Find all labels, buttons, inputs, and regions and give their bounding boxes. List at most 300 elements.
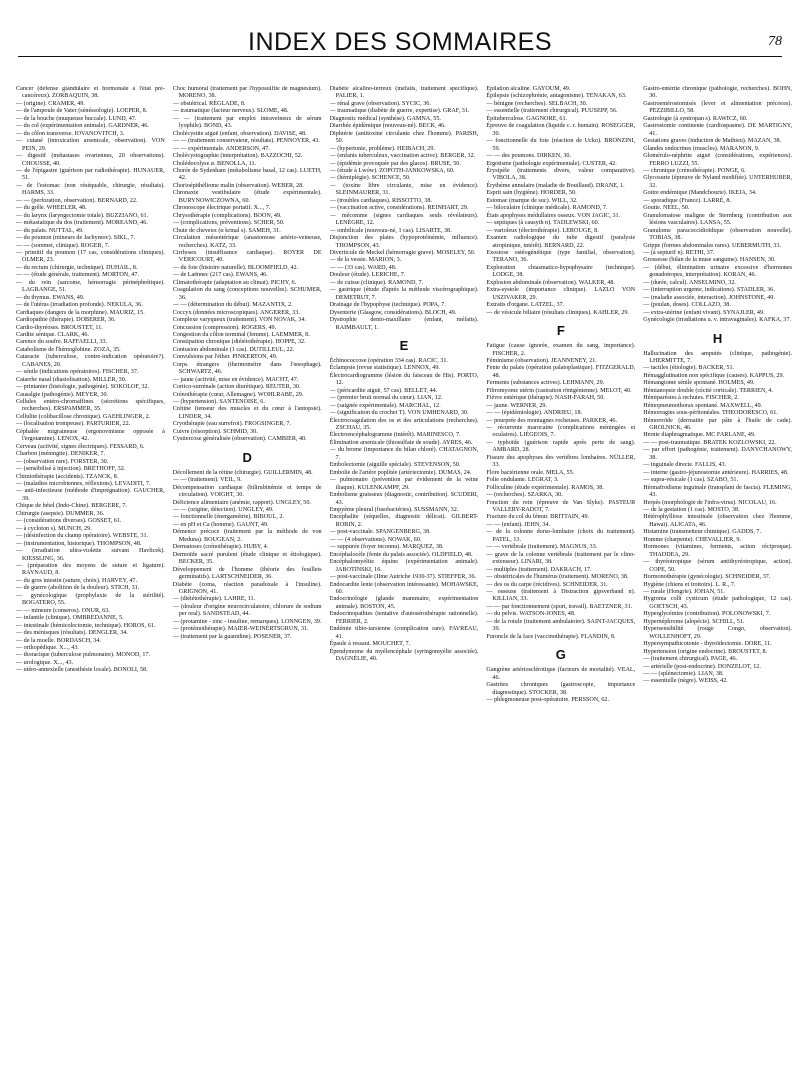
index-entry: Granulomatose maligne de Sternberg (contribution aux lésions vasculaires). LANSA, 55. (643, 212, 792, 227)
index-entry: Diagnostic médical (synthèse). GAMNA, 55. (329, 115, 441, 122)
index-entry: — — (détermination du début). MAZANTIX, 2. (172, 302, 293, 309)
index-entry: Cerveau (activité, signes électriques). FESSARD, 6. (16, 443, 145, 450)
index-entry: — de vésicule biliaire (résultats cliniques). KAHLER, 29. (486, 309, 629, 316)
index-column-1 (16, 86, 165, 1068)
index-entry: — de l'épigastre (guérison par radiothérapie). HUNAUER, 51. (16, 167, 165, 182)
index-entry: Causalgie (pathogénie). MEYER, 30. (16, 391, 109, 398)
index-entry: — (sensibilisé à injection). BRETHOFF, 32. (16, 466, 126, 473)
index-entry: Cystiercose généralisée (observation). CAMBIER, 40. (172, 436, 307, 443)
index-entry: Ferments (substances actives). LEHMANN, 29. (486, 380, 605, 387)
index-entry: — (protamine - zinc - insuline, remarques). LONNGEN, 39. (172, 618, 322, 625)
index-entry: Exploration chiasmatico-hypophysaire (technique). LODGE, 38. (486, 264, 636, 279)
index-entry: — (complications, préventions). SCHER, 50. (172, 220, 285, 227)
index-entry: Chirurgie (asepsie). DUMMER, 36. (16, 510, 105, 517)
index-entry: Hypernéphrome (alopécie). SCHILL, 51. (643, 618, 745, 625)
index-entry: Gastroentérostomisés (lever et alimentation précoces). PEZZIBILLO, 58. (643, 100, 792, 115)
section-letter: E (399, 337, 409, 353)
index-entry: Encéphalocèle (fente du palais associée). OLDFIELD, 48. (329, 551, 473, 558)
index-entry: Hypersympathicotonie - thyroïdectomie. DORE, 11. (643, 641, 772, 648)
index-entry: Cardiopathie (thérapie). DOBERER, 36. (16, 317, 116, 324)
index-entry: — du pelvis. WATSON-JONES, 48. (486, 611, 576, 618)
index-entry: — gynécologique (prophylaxie de la stérilité). BOGATERO, 55. (16, 592, 165, 607)
index-entry: — (à septurif n). RETHI, 37. (643, 249, 715, 256)
index-entry: Cellulite (colibacillose chronique). GAEHLINGER, 2. (16, 413, 151, 420)
index-entry: Chorioépithéliome malin (observation). WEBER, 28. (172, 182, 304, 189)
index-entry: — — (origine, détection). UNGLEY, 49. (172, 507, 274, 514)
index-entry: Cancer (défense glandulaire et hormonale à l'état pré-cancéreux). ZORBAQUIN, 38. (16, 86, 165, 100)
index-entry: Concussion (compression). ROGERS, 49. (172, 324, 277, 331)
index-entry: — de la gestation (1 cas). MOSTO, 38. (643, 507, 740, 514)
index-entry: — du brome (importance du bilan chloré). CHATAGNON, 7. (329, 447, 479, 461)
page-header (18, 26, 782, 57)
index-entry: Hygroma colli cysticum (étude pathologique, 12 cas). GOETSCH, 43. (643, 596, 792, 610)
index-entry: Cortico-surrénale (action diurétique). REUTER, 30. (172, 384, 301, 391)
index-entry: — (vaccination active, considérations). REINHART, 29. (329, 205, 469, 212)
index-entry: — en pH et Ca (homme). GAUNT, 49. (172, 521, 269, 528)
index-entry: Estomac (marque de suc). WILL, 32. (486, 197, 578, 204)
index-entry: Décompensation cardiaque (bilirubinémie et temps de circulation). VOIGHT, 30. (172, 484, 322, 499)
index-entry: Cataracte (tuberculose, contre-indication opératoire?). CABANES, 20. (16, 354, 165, 368)
index-entry: — artérielle (post-endocrine). DONZELOT, 12. (643, 663, 761, 670)
index-entry: Épituberculose. GAGNORE, 61. (486, 115, 568, 122)
index-column-5 (643, 86, 792, 1068)
index-entry: Disjonction des plaies (hypoprotéinémie, influence). THOMPSON, 43. (329, 235, 479, 249)
index-entry: Diarrhée épidémique (nouveau-né). BECK, 46. (329, 123, 446, 130)
index-entry: Ergotisme (pathologie expérimentale). CUSTER, 42. (486, 160, 617, 167)
index-entry: — — vertébrale (traitement). MAGNUS, 33. (486, 544, 598, 551)
section-letter: H (712, 330, 723, 346)
index-entry: — (hypertonie, problème). HEIBACH, 29. (329, 145, 435, 152)
index-entry: Dermoïde sacré purulent (étude clinique et étiologique). BECKER, 35. (172, 551, 322, 566)
index-entry: Climatothérapie (adaptation au climat). PICHY, 6. (172, 279, 297, 286)
index-entry: Complexe varyqueux (traitement). VON NOVAK, 34. (172, 317, 306, 324)
index-entry: Embolectomie (aiguille spéciale). STEVENSON, 50. (329, 462, 461, 469)
index-entry: — (localisation trompeuse). PARTURIER, 22. (16, 421, 131, 428)
index-entry: — (toxine libre circulante, mise en évidence). SLEINMAURER, 31. (329, 182, 479, 197)
index-entry: — du col (expérimentation animale). GARDNER, 46. (16, 123, 149, 130)
index-entry: Diabète alcalino-terreux (méfaits, traitement spécifique). PALIER, 1. (329, 86, 479, 100)
page-number: 78 (768, 34, 782, 49)
index-entry: — — expérimentale. ANDERSON, 47. (172, 145, 270, 152)
index-entry: Hémagglutination non spécifique (causes). KAPPUS, 29. (643, 372, 785, 379)
index-entry: Gastro-entérite chronique (pathologie, recherches). BOHN, 30. (643, 86, 792, 100)
index-entry: — du thymus. EWANS, 49. (16, 294, 85, 301)
index-entry: — du rectum (chirurgie, technique). DUHAIL, 8. (16, 264, 138, 271)
index-entry: — traumatique (facteur nerveux). SLOME, 48. (172, 108, 289, 115)
index-entry: — (maladies microbiennes, réflexions). LEVADITI, 7. (16, 481, 151, 488)
index-entry: — jaune (activité, mise en évidence). MACHT, 47. (172, 376, 299, 383)
index-entry: Drainage de l'hypophyse (technique). POPA, 7. (329, 302, 446, 309)
index-entry: Gestations graves (induction de Mathieu). MAZAN, 38. (643, 138, 782, 145)
index-entry: — (poulan, doses). COLLAZO, 38. (643, 302, 731, 309)
index-entry: Homme (charpente). CHEVALLIER, 9. (643, 536, 741, 543)
index-entry: Érythème annulaire (maladie de Bouillaud). DRANE, 1. (486, 182, 625, 189)
page-title: INDEX DES SOMMAIRES (248, 28, 552, 56)
index-entry: — multiples (traitement). DAKRACH, 17. (486, 566, 592, 573)
index-entry: Hémiparésies à rechutes. FISCHER, 2. (643, 395, 739, 402)
index-entry: — du gros intestin (suture, choix). HARVEY, 47. (16, 577, 138, 584)
index-entry: Hyperglycémies (contribution). POLONOWSKI, 7. (643, 611, 771, 618)
index-entry: Flore bactérienne orale. MELA, 55. (486, 469, 575, 476)
index-entry: — (début, élimination urinaire excessive d'hormones gonadotropes, interprétation). KORAN, 46. (643, 264, 792, 279)
index-entry: — (désinfection du champ opératoire). WEBSTE, 31. (16, 533, 149, 540)
index-entry: Glandes endocrines (muscles). MARANON, 9. (643, 145, 760, 152)
index-entry: — mécomme (signes cardiaques seuls révélateurs). LENÈGRE, 12. (329, 212, 479, 227)
index-entry: Hémianopsie double (cécité corticale). TERRIEN, 4. (643, 387, 774, 394)
index-entry: — (premier bruit normal du cœur). LIAN, 12. (329, 395, 443, 402)
index-entry: Érysipèle (traitements divers, valeur comparative). VIBOLA, 38. (486, 167, 636, 182)
index-entry: Endocardite lente (observation intéressante). MOHAWSKE, 60. (329, 581, 479, 595)
index-entry: — — (33 cas). WARD, 48. (329, 264, 397, 271)
index-entry: — de l'ampoule de Vater (sénéssologie). LOEPER, 8. (16, 108, 148, 115)
index-entry: — (hypertension). SANTENOISE, 6. (172, 399, 265, 406)
index-entry: Épendymome du myélencéphale (syringomyélie associée). DAGNÉLIE, 40. (329, 648, 479, 663)
index-entry: Extra-systole (importance clinique). LAZLO VON USZIVAKER, 29. (486, 287, 636, 301)
index-entry: Gastrostomie continente (cardiospasme). DE MARTIGNY, 41. (643, 123, 792, 137)
index-entry: — biloculaire (clinique médicale). RAMOND, 7. (486, 205, 608, 212)
index-entry: — — post-traumatique. BRATEK KOZLOWSKI, 22. (643, 439, 776, 446)
index-entry: Diphtérie (antitoxine circulante chez l'homme). PARISH, 50. (329, 130, 479, 145)
index-entry: Cardite sénique. CLARK, 46. (16, 331, 89, 338)
index-entry: Catabolisme de l'hémoglobine. ZOZA, 35. (16, 346, 121, 353)
index-entry: — (observation rare). FORSTER, 30. (16, 458, 109, 465)
index-entry: — — (étude générale, traitement). MORTON, 47. (16, 272, 139, 279)
index-entry: — varioleux (électrothérapie). LEROUGE, 8. (486, 227, 599, 234)
index-entry: — du grêle. WHEELER, 48. (16, 205, 87, 212)
index-entry: Gangrène artériosclérotique (facteurs de mortalité). VEAL, 46. (486, 667, 636, 681)
index-entry: — — (perforation, observation). BERNARD, 22. (16, 197, 138, 204)
index-entry: Fente du palais (opération palatoplastique). FITZGERALD, 48. (486, 365, 636, 379)
index-entry: — rurale (Hongrie). JOHAN, 51. (643, 589, 725, 595)
index-entry: Carence du soufre. RAFFAELLI, 33. (16, 339, 108, 346)
index-entry: — (instrumentation, historique). THOMPSON, 48. (16, 540, 142, 547)
index-entry: — anti-infectieuse (méthode d'imprégnation). GAUCHER, 39. (16, 488, 165, 502)
index-entry: — tactiles (étiologie). BACKER, 51. (643, 365, 735, 372)
index-entry: Épaule à ressaut. MOUCHET, 7. (329, 641, 411, 648)
index-entry: — des os du carpe (récidives). SCHNEIDER, 31. (486, 581, 608, 588)
index-entry: — — (traitement conservateur, résultats). PENNOYER, 43. (172, 138, 320, 145)
index-entry: — supra-vésicale (1 cas). SZABO, 51. (643, 477, 739, 484)
index-entry: Hypersensibilité (rouge Congo, observation). WOLLENHOFT, 29. (643, 626, 792, 640)
index-entry: — — (traitement). VEIL, 9. (172, 477, 242, 484)
index-entry: — à cycloton s). MUNCH, 29. (16, 525, 92, 532)
index-entry: Endémie tibio-tarsienne (complication rare). FAVREAU, 41. (329, 626, 479, 640)
index-entry: Cholécystographie (interprétation). BAZZOCHI, 52. (172, 153, 303, 160)
index-entry: — de l'utérus (irradiation profonde). NEKULA, 36. (16, 302, 143, 309)
index-entry: Cardiaques (dangers de la morphine). MAURIZ, 15. (16, 309, 145, 316)
index-entry: Hygiène (chiens et trottoirs). L. R., 7. (643, 581, 736, 588)
index-column-2 (173, 86, 322, 1068)
index-entry: — — (épidémiologie). ANDRIEU, 18. (486, 410, 583, 417)
index-entry: — thoracique (tuberculose pulmonaire). MONOD, 17. (16, 652, 151, 659)
index-entry: Herpès (morphologie de l'infra-virus). NICOLAU, 16. (643, 499, 777, 506)
index-entry: — thyréotropique (sérum antithyréotropique, action). COPE, 50. (643, 559, 792, 573)
index-entry: — (origine). CRAMER, 49. (16, 100, 85, 107)
index-entry: Chronaxie vestibulaire (étude expérimentale). BURYNOWICZOWNA, 60. (172, 190, 322, 204)
index-entry: — — par fonctionnement (sport, travail). BAETZNER, 31. (486, 603, 633, 610)
index-entry: Électrocoagulation des os et des articulations (recherches). ZSCHAU, 35. (329, 417, 479, 432)
index-entry: Fracture du col du fémur. BRITTAIN, 49. (486, 514, 590, 521)
index-entry: — (saignée expérimentale). MARCHAL, 12. (329, 402, 441, 409)
index-entry: Fibromyome utérin (castration röntgénienne). MELOT, 40. (486, 387, 632, 394)
index-entry: — orthopédique. X..., 43. (16, 644, 79, 651)
index-entry: — grave de la colonne vertébrale (traitement par le clino-extenseur). LINARI, 38. (486, 551, 636, 566)
index-entry: Contusion abdominale (1 cas). DUTILLEUL, 22. (172, 346, 295, 353)
index-entry: Endocrinologie (glande mammaire, expérimentation animale). BOSTON, 45. (329, 596, 479, 610)
index-entry: — digestif (métastases ovariennes, 20 observations). CHOUSSE, 40. (16, 153, 165, 167)
index-entry: — métastatique du dos (traitement). MOREAND, 46. (16, 220, 148, 227)
index-entry: — — (splénectomie). LIAN, 38. (643, 670, 724, 677)
index-entry: Céphalée migraineuse (ergonovinisme opposée à l'ergotamine). LENOX, 42. (16, 428, 165, 443)
index-entry: — (diététothérapie). LAHRE, 11. (172, 596, 256, 603)
index-entry: — de Laënnec (217 cas). EWANS, 46. (172, 272, 268, 279)
index-entry: — fonctionnelle (énergamétrie). BIBOUL, 2. (172, 514, 285, 521)
index-entry: — (hémiplégie). SCHENCE, 50. (329, 175, 411, 182)
index-entry: Exostose ostéogénétique (type familial, observation). TERANO, 36. (486, 249, 636, 264)
index-entry: Démence précoce (traitement par la méthode de von Meduna). BOUGEAN, 2. (172, 529, 322, 543)
index-entry: États apophyses médullaires osseux. VON JAGIC, 31. (486, 212, 621, 219)
index-entry: — de la rotule (traitement ambulatoire). SAINT-JACQUES, 39. (486, 618, 636, 633)
index-entry: — traumatique (diabète de guerre, expertise). GRAF, 31. (329, 108, 470, 115)
index-entry: — pourprée des montagnes rocheuses. PARKER, 46. (486, 417, 617, 424)
index-entry: — inguinale directe. FALLIS, 43. (643, 462, 727, 469)
index-entry: — jaune. WERNER, 29. (486, 402, 547, 409)
index-entry: — (étude à Lwów). ZOPOTH-JANKOWSKA, 60. (329, 167, 455, 174)
index-entry: — fonctionnelle du foie (réaction de Ucko). BRONZINI, 59. (486, 138, 636, 152)
index-entry: — du foie (histoire naturelle). BLOOMFIELD, 42. (172, 264, 299, 271)
index-entry: Goitre endémique (Mandchourie). IKEJA, 34. (643, 190, 757, 197)
index-entry: — — (sommet, clinique). ROGER, 7. (16, 242, 110, 249)
index-entry: — (considérations diverses). GOSSET, 61. (16, 518, 122, 525)
index-entry: — (interruption urgente, indications). STADLER, 36. (643, 287, 775, 294)
index-entry: Hérmafrodisme inguinale (transplant de fascia). FLEMING, 43. (643, 484, 792, 499)
index-entry: Électroencéphalogramme (intérêt). MARINESCO, 7. (329, 432, 461, 439)
index-column-3 (330, 86, 479, 1068)
index-entry: Épilation alcaline. GAYOUM, 49. (486, 86, 571, 92)
index-entry: — rénal grave (observation). SYCIC, 36. (329, 100, 431, 107)
index-entry: Cryothérapie (eau surrefroi). FROGSINGER, 7. (172, 421, 291, 428)
index-entry: — de cuisse (clinique). RAMOND, 7. (329, 279, 424, 286)
index-entry: — septiques (à causyth n). TADLEWSKI, 60. (486, 220, 600, 227)
index-entry: — urologique. X..., 43. (16, 659, 74, 666)
index-entry: Gastrologie (à syntropan s). RAWICZ, 60. (643, 115, 748, 122)
index-entry: Diverticule de Meckel (hémorragie grave). MOSELEY, 50. (329, 249, 476, 256)
index-entry: Fièvre entérique (thérapie). NASH-FARAH, 50. (486, 395, 605, 402)
index-entry: — de guerre (abolition de la douleur). STICH, 31. (16, 585, 140, 592)
index-entry: Choc humoral (traitement par l'hyposulfite de magnésium). MORENO, 38. (172, 86, 322, 100)
index-entry: — osseuse (traitement à Distraction gipsverband n). KILLIAN, 33. (486, 589, 636, 603)
index-entry: Féminisme (observation). JEANNENEY, 21. (486, 357, 597, 364)
index-entry: — récurrente marocaine (complications méningées et oculaires). LIÉGEOIS, 7. (486, 425, 636, 439)
section-letter: F (556, 323, 565, 339)
index-entry: Fissure des apophyses des vertèbres lombaires. NÜLLER, 33. (486, 454, 636, 469)
index-entry: — par effort (pathogénie, traitement). DANYCHANOWY, 38. (643, 447, 792, 461)
index-entry: Hémorroïde (dermatite par pâte à l'huile de cade). GROLNICK, 46. (643, 417, 792, 432)
index-entry: — de la colonne dorso-lombaire (choix du traitement). PATEL, 13. (486, 529, 636, 543)
index-entry: Crénothérapie (cœur, Allemagne). WOHLRABE, 29. (172, 391, 304, 398)
index-entry: — typhoïde (guérison rapide après perte de sang). AMBARD, 28. (486, 439, 636, 454)
index-entry: Glomérulo-néphrite aiguë (considérations, expériences). FERRO LUZZI, 55. (643, 153, 792, 167)
index-entry: Électrocardiogramme (lésion du faisceau de His). PORTO, 12. (329, 372, 479, 387)
index-entry: — — (enfant). JEHN, 34. (486, 521, 551, 528)
index-entry: Granulome paracoccidioïdique (observation nouvelle). TOBIAS, 38. (643, 227, 792, 242)
index-entry: — bénigne (recherches). SELBACH, 30. (486, 100, 588, 107)
index-entry: Hypertension (origine endocrine). BROUSTET, 8. (643, 648, 768, 655)
index-entry: — (protéinothérapie). MAIER-WEINERTSGRUN, 31. (172, 626, 309, 633)
index-entry: — (troubles cardiaques). RISSOTTO, 38. (329, 197, 432, 204)
index-entry: — post-vaccinale (IIme Autriche 1930-37). STIEFFER, 36. (329, 574, 477, 581)
index-entry: — du rein (sarcome, hémorragie périnéphrétique). LAGRANGE, 51. (16, 279, 165, 294)
index-entry: Examen radiologique du tube digestif (paralysie atropinique, intérêt). BERNARD, 22. (486, 235, 636, 249)
index-entry: — (signification du crochet T). VON UMHENARD, 30. (329, 410, 469, 417)
index-entry: Charbon (méningite). DENIKER, 7. (16, 451, 106, 458)
index-entry: Diabète (coma, réaction paradoxale à l'insuline). GRIGNON, 41. (172, 581, 322, 595)
index-entry: — (durée, calcul). ANSELMINO, 32. (643, 279, 736, 286)
index-entry: Épilepsie (schizophrénie, antagonisme). TENAKAN, 63. (486, 93, 627, 100)
index-entry: — de la vessie. MARION, 3. (329, 257, 402, 264)
index-entry: — ombilicale (nouveau-né, 1 cas). LISARTE, 38. (329, 227, 452, 234)
index-entry: Encéphalomyélite équine (expérimentation animale). JABOTINSKI, 16. (329, 559, 479, 573)
index-entry: Chorée de Sydenham (métabolisme basal, 12 cas). LUETH, 42. (172, 167, 322, 182)
index-entry: — — mineure (conseros). ONUR, 63. (16, 607, 110, 614)
index-entry: — phlegmoneuse post-opératoire. PERSSON, 62. (486, 696, 610, 703)
index-entry: Cholécystite aiguë (enfant, observation). DAVISE, 48. (172, 130, 307, 137)
index-entry: Hernie diaphragmatique. MC FARLANE, 49. (643, 432, 756, 439)
index-entry: Hétérophylliose intestinale (observation chez l'homme, Hawaï). ALICATA, 46. (643, 514, 792, 528)
index-entry: Grippe (formes abdominales rares). UEBERMUTH, 33. (643, 242, 781, 249)
index-entry: Convulsions par l'éther. PINKERTON, 49. (172, 354, 278, 361)
index-entry: Chute de cheveux (α krinal s). SAMEH, 31. (172, 227, 281, 234)
index-entry: Explosion abdominale (observation). WALKER, 48. (486, 279, 616, 286)
index-entry: Cardio-thyréoses. BROUSTET, 11. (16, 324, 103, 331)
index-entry: — (préparation des moyens de suture et ligature). RAYNAUD, 8. (16, 563, 165, 577)
index-entry: Hémopneumothorax spontané. MAXWELL, 49. (643, 402, 763, 409)
index-entry: Constipation chronique (diététothérapie). HOPPE, 32. (172, 339, 306, 346)
index-entry: Congestion du côlon terminal (femme). LAEMMER, 8. (172, 331, 310, 338)
index-entry: Hallucination des amputés (clinique, pathogénie). LHERMITTE, 7. (643, 350, 792, 364)
index-entry: Douleur (étude). LERICHE, 7. (329, 272, 406, 279)
index-entry: Coagulation du sang (conceptions nouvelles). SCHUMER, 36. (172, 287, 322, 301)
index-entry: Dermatoses (crénothérapie). HUBY, 4. (172, 544, 269, 551)
index-entry: Épreuve de coagulation (liquide c. r. humain). ROSEGGER, 30. (486, 123, 636, 137)
index-entry: Fatigue (cause ignorée, examen du sang, importance). FISCHER, 2. (486, 343, 636, 357)
index-entry: — sporadique (France). LARRÉ, 8. (643, 197, 732, 204)
index-entry: Hémorragies sous-péritonéales. THEODORESCO, 61. (643, 410, 778, 417)
index-entry: Chronoscope électrique portatif. X..., 7. (172, 205, 271, 212)
index-entry: Hormones (vitamines, ferments, action réciproque). THADDEA, 29. (643, 544, 792, 558)
index-entry: — (péricardite aiguë, 57 cas). BELLET, 44. (329, 387, 438, 394)
index-entry: Circulation mésentérique (anastomose artério-veineuse, recherches). KATZ, 33. (172, 235, 322, 249)
index-entry: — chronique (crénothérapie). PONGE, 6. (643, 167, 746, 174)
index-entry: — des ménisques (résultats). DENGLER, 34. (16, 630, 128, 637)
index-entry: Chrysothérapie (complications). BOON, 49. (172, 212, 282, 219)
index-entry: — obstétricales de l'humérus (traitement). MORENO, 38. (486, 574, 629, 581)
index-entry: Élimination arsenicale (thiosulfate de soude). AYRES, 46. (329, 439, 473, 446)
index-entry: Folliculine (étude expérimentale). RAMOS, 38. (486, 484, 604, 491)
index-entry: Éclampsie (revue statistique). LENNOX, 49. (329, 365, 440, 372)
index-entry: Coccyx (données microscopiques). ANGERER, 33. (172, 309, 300, 316)
index-entry: — pulmonaire (prévention par évidement de la veine iliaque). KULENKAMPF, 29. (329, 477, 479, 491)
index-entry: Hormonothérapie (gynécologie). SCHNEIDER, 37. (643, 574, 771, 581)
index-entry: — gastrique (étude d'après la méthode viscérographique). DEMETRUT, 7. (329, 287, 479, 301)
index-entry: Gastrites chroniques (gastroscopie, importance diagnostique). STOCKER, 38. (486, 682, 636, 696)
section-letter: D (242, 449, 252, 465)
index-entry: — du côlon transverse. IOVANOVITCH, 3. (16, 130, 125, 137)
index-entry: Chique de bétel (Indo-Chine). BERGERE, 7. (16, 503, 127, 510)
index-entry: Cirrhoses (insuffisance cardiaque). ROYER DE VÉRICOURT, 40. (172, 249, 322, 264)
index-entry: — sénile (indications opératoires). FISCHER, 37. (16, 369, 139, 376)
index-entry: — extra-utérine (enfant vivant). SYNAJLER, 49. (643, 309, 765, 316)
index-entry: Décollement de la rétine (chirurgie). GUILLERMIN, 48. (172, 469, 313, 476)
index-entry: — du palais. NUTTAL, 49. (16, 227, 84, 234)
index-entry: — de la moelle. BORDASCH, 34. (16, 637, 101, 644)
index-entry: — infantile (clinique). OMBREDANNE, 5. (16, 615, 124, 622)
index-entry: Embolie de l'artère poplitée (artériectomie). DUMAS, 24. (329, 469, 472, 476)
index-entry: — de la bouche (muqueuse buccale). LUND, 47. (16, 115, 137, 122)
index-entry: Glycosurie (épreuve de Nyland modifiée). UNTERHUBER, 32. (643, 175, 792, 189)
index-entry: Dysenterie (Glasgow, considérations). BLOCH, 49. (329, 309, 457, 316)
index-entry: — obstétrical. RÉGLADE, 8. (172, 100, 246, 107)
index-entry: — (traitement chirurgical). PAGE, 46. (643, 656, 738, 663)
index-entry: Développement de l'homme (théorie des feuillets germinatifs). LARTSCHNEIDER, 36. (172, 566, 322, 581)
index-entry: — du poumon (mineurs de Jachymov). SIKL, 7. (16, 235, 136, 242)
index-entry: — — (4 observations). NOWAK, 60. (329, 536, 422, 543)
index-entry: — — des poumons. DIRKEN, 30. (486, 153, 571, 160)
index-entry: Chimiothérapie (accidents). TZANCK, 8. (16, 473, 119, 480)
index-entry: — suppurée (foyer inconnu). MARQUEZ, 38. (329, 544, 444, 551)
index-entry: Cellules entéro-chromaffines (sécrétions spécifiques, recherches). ERSPAMMER, 35. (16, 399, 165, 413)
index-entry: — du larynx (laryngectomie totale). BUZZIANO, 61. (16, 212, 149, 219)
index-entry: Cholédocolyse ø. BENOLLA, 11. (172, 160, 257, 167)
index-entry: — essentielle (traitement chirurgical). PUUSEPP, 56. (486, 108, 618, 115)
index-entry: — primitif du poumon (17 cas, considérations cliniques). OLMER, 23. (16, 249, 165, 264)
index-entry: Cuivre (résorption). SCHMID, 30. (172, 428, 258, 435)
index-entry: — de l'estomac (non réséquable, chirurgie, résultats). HARMS, 33. (16, 182, 165, 197)
index-entry: Corps étrangers (thermométre dans l'œsophage). SCHWARTZ, 46. (172, 361, 322, 376)
index-entry: — printanier (histologie, pathogénie). SOKOLOF, 32. (16, 384, 150, 391)
index-entry: — intestinale (hémicolectomie, technique). HOROS, 61. (16, 622, 156, 629)
index-entry: Catarrhe nasal (diastolisation). MILLER, 30. (16, 376, 127, 383)
index-entry: Esprit sain (hygiène). HORDER, 50. (486, 190, 577, 197)
index-entry: Fonction du rein (épreuve de Van Slyke). PASTEUR VALLERY-RADOT, 7. (486, 499, 636, 514)
index-entry: Grossesse (bilan de la muse sanguine). HANSEN, 30. (643, 257, 776, 264)
index-entry: — (enfants tuberculeux, vaccination active). BERGER, 32. (329, 153, 476, 160)
index-entry: Échinococcose (opération 334 cas). RACIC, 31. (329, 357, 448, 364)
index-entry: — (maladie associée, interaction). JOHNSTONE, 49. (643, 294, 775, 301)
index-entry: Goutte. NEEL, 50. (643, 205, 690, 212)
index-entry: Empyème pleural (fusobactéries). SUSSMANN, 32. (329, 507, 459, 514)
index-entry: — (irradiation ultra-violette suivant Havlicek). KIESSLING, 36. (16, 548, 165, 562)
index-entry: Folie ondulante. LEGRAT, 3. (486, 477, 559, 484)
index-entry: — (douleur d'origine neurocirculatoire, chlorure de sodium per oral). SANDSTEAD, 44. (172, 603, 322, 618)
index-entry: — cutané (intoxication arsenicale, observation). VON PEIN, 29. (16, 138, 165, 152)
index-entry: Embolisme graisseux (diagnostic, contribution). SCUDERI, 43. (329, 492, 479, 506)
index-entry: Furoncle de la face (vaccinothérapie). FLANDIN, 8. (486, 633, 616, 640)
index-entry: Hémangiome sénile spontané. HOLMES, 49. (643, 380, 755, 387)
index-entry: Histamine (transmetteur chimique). GADDS, 7. (643, 529, 762, 536)
index-column-4 (486, 86, 635, 1068)
index-entry: Extraits d'organe. LATZEL, 37. (486, 302, 565, 309)
index-entry: — — (traitement par emploi intraveineux de sérum lyophile). BOND, 43. (172, 115, 322, 130)
index-columns (16, 86, 792, 1068)
index-entry: — (épidémie provoquée par des glaces). BRUSE, 50. (329, 160, 461, 167)
index-entry: — post-vaccinale. SPANGENBERG, 38. (329, 529, 431, 536)
index-entry: Crétine (tenseur des muscles et du cœur à l'antopsie). LINDER, 34. (172, 406, 322, 420)
index-entry: Déficience alimentaire (anémie, rapport). UNGLEY, 50. (172, 499, 311, 506)
index-entry: — (traitement par la guanidine). POSENER, 37. (172, 633, 292, 640)
index-entry: — essentielle (nègre). WEISS, 42. (643, 678, 728, 685)
index-entry: — (recherches). SZARKA, 30. (486, 492, 563, 499)
